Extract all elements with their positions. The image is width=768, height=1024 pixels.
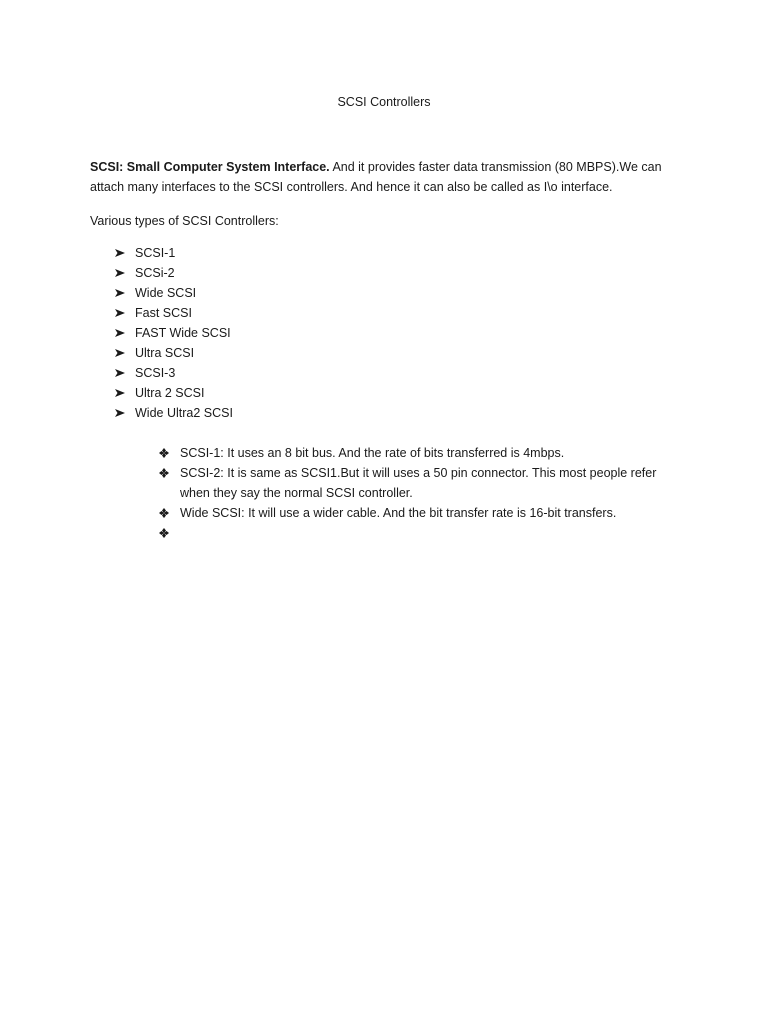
type-list-item: [114, 303, 233, 323]
type-label: SCSi-2: [135, 266, 175, 280]
arrow-bullet-icon: [114, 343, 126, 363]
type-list-item: [114, 403, 233, 423]
description-item: [158, 463, 668, 503]
type-label: Ultra 2 SCSI: [135, 386, 205, 400]
document-title: SCSI Controllers: [337, 95, 431, 109]
description-item: [158, 443, 668, 463]
diamond-bullet-icon: [158, 463, 170, 483]
arrow-bullet-icon: [114, 283, 126, 303]
intro-term: SCSI: Small Computer System Interface.: [90, 160, 330, 174]
description-list: [158, 443, 668, 543]
diamond-bullet-icon: [158, 523, 170, 543]
arrow-bullet-icon: [114, 303, 126, 323]
type-label: SCSI-1: [135, 246, 176, 260]
intro-paragraph: [90, 157, 670, 197]
diamond-bullet-icon: [158, 503, 170, 523]
description-item: [158, 523, 668, 543]
type-list-item: [114, 283, 233, 303]
intro-text: And it provides faster data transmission (80 MBPS).We can attach many interfaces to the SCSI controllers. And hence it can also be called as I\o interface.: [90, 160, 662, 194]
type-label: SCSI-3: [135, 366, 176, 380]
type-list-item: [114, 323, 233, 343]
arrow-bullet-icon: [114, 323, 126, 343]
type-list-item: [114, 263, 233, 283]
arrow-bullet-icon: [114, 403, 126, 423]
type-label: Wide SCSI: [135, 286, 197, 300]
type-list-item: [114, 243, 233, 263]
type-list-item: [114, 343, 233, 363]
arrow-bullet-icon: [114, 363, 126, 383]
description-text: Wide SCSI: It will use a wider cable. And the bit transfer rate is 16-bit transfers.: [180, 506, 617, 520]
type-list-item: [114, 363, 233, 383]
type-label: FAST Wide SCSI: [135, 326, 231, 340]
description-text: SCSI-2: It is same as SCSI1.But it will uses a 50 pin connector. This most people refer when they say the normal SCSI controller.: [180, 466, 657, 500]
type-label: Wide Ultra2 SCSI: [135, 406, 233, 420]
type-label: Ultra SCSI: [135, 346, 195, 360]
types-heading: Various types of SCSI Controllers:: [90, 214, 279, 228]
description-text: SCSI-1: It uses an 8 bit bus. And the rate of bits transferred is 4mbps.: [180, 446, 565, 460]
arrow-bullet-icon: [114, 383, 126, 403]
description-item: [158, 503, 668, 523]
arrow-bullet-icon: [114, 243, 126, 263]
type-label: Fast SCSI: [135, 306, 192, 320]
diamond-bullet-icon: [158, 443, 170, 463]
arrow-bullet-icon: [114, 263, 126, 283]
type-list-item: [114, 383, 233, 403]
type-list: [114, 243, 233, 423]
